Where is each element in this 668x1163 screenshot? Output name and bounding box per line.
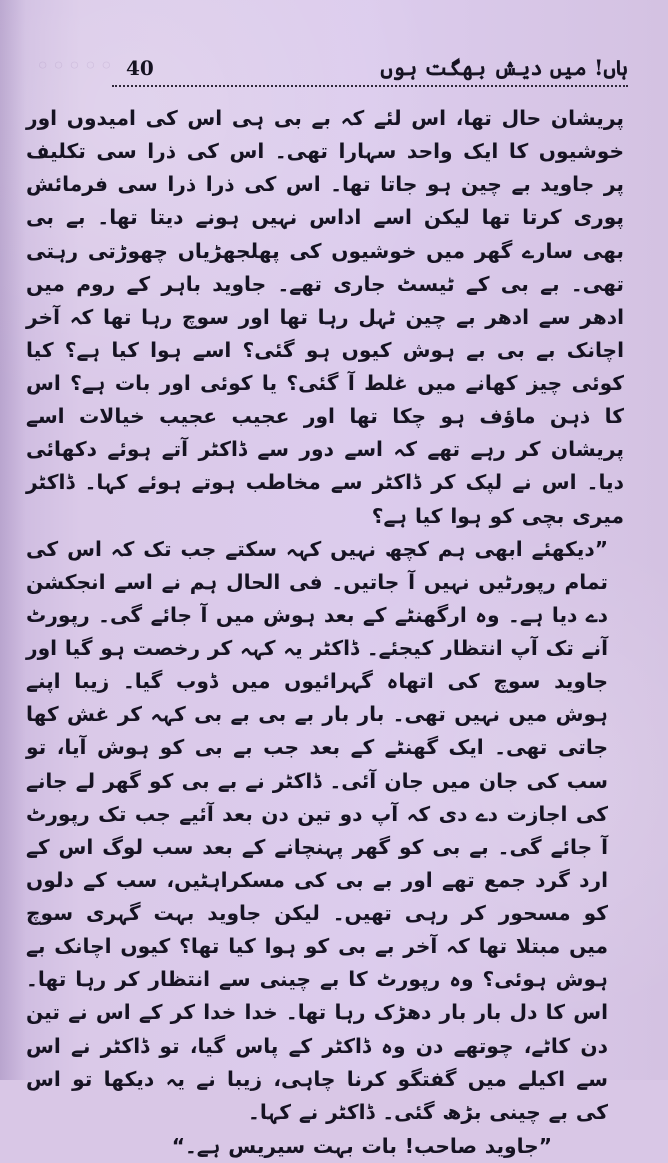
paragraph-two: ”دیکھئے ابھی ہم کچھ نہیں کہہ سکتے جب تک کہ اس کی تمام رپورٹیں نہیں آ جاتیں۔ فی الحال ہم نے اسے انجکشن دے دیا ہے۔ وہ ارگھنٹے کے بعد ہوش میں آ جائے گی۔ رپورٹ آنے تک آپ انتظار کیجئے۔ ڈاکٹر یہ کہہ کر رخصت ہو گیا اور جاوید سوچ کی اتھاہ گہرائیوں میں ڈوب گیا۔ زیبا اپنے ہوش میں نہیں تھی۔ بار بار بے بی بے بی کہہ کر غش کھا جاتی تھی۔ ایک گھنٹے کے بعد جب بے بی کو ہوش آیا، تو سب کی جان میں جان آئی۔ ڈاکٹر نے بے بی کو گھر لے جانے کی اجازت دے دی کہ آپ دو تین دن بعد آئیے جب تک رپورٹ آ جائے گی۔ بے بی کو گھر پہنچانے کے بعد سب لوگ اس کے ارد گرد جمع تھے اور بے بی کی مسکراہٹیں، سب کے دلوں کو مسحور کر رہی تھیں۔ لیکن جاوید بہت گہری سوچ میں مبتلا تھا کہ آخر بے بی کو ہوا کیا تھا؟ کیوں اچانک بے ہوش ہوئی؟ وہ رپورٹ کا بے چینی سے انتظار کر رہا تھا۔ اس کا دل بار بار دھڑک رہا تھا۔ خدا خدا کر کے اس نے تین دن کاٹے، چوتھے دن وہ ڈاکٹر کے پاس گیا، تو ڈاکٹر نے اس سے اکیلے میں گفتگو کرنا چاہی، زیبا نے یہ دیکھا تو اس کی بے چینی بڑھ گئی۔ ڈاکٹر نے کہا۔ [26, 536, 608, 1124]
paragraph-three: ”جاوید صاحب! بات بہت سیریس ہے۔“ [171, 1133, 552, 1158]
paragraph-one: پریشان حال تھا، اس لئے کہ بے بی ہی اس کی امیدوں اور خوشیوں کا ایک واحد سہارا تھی۔ اس کی ذرا سی تکلیف پر جاوید بے چین ہو جاتا تھا۔ اس کی ذرا ذرا سی فرمائش پوری کرتا تھا لیکن اسے اداس نہیں ہونے دیتا تھا۔ بے بی بھی سارے گھر میں خوشیوں کی پھلجھڑیاں چھوڑتی رہتی تھی۔ بے بی کے ٹیسٹ جاری تھے۔ جاوید باہر کے روم میں ادھر سے ادھر بے چین ٹہل رہا تھا اور سوچ رہا تھا کہ آخر اچانک بے بی بے ہوش کیوں ہو گئی؟ اسے ہوا کیا ہے؟ کیا کوئی چیز کھانے میں غلط آ گئی؟ یا کوئی اور بات ہے؟ اس کا ذہن ماؤف ہو چکا تھا اور عجیب عجیب خیالات اسے پریشان کر رہے تھے کہ اسے دور سے ڈاکٹر آتے ہوئے دکھائی دیا۔ اس نے لپک کر ڈاکٹر سے مخاطب ہوتے ہوئے کہا۔ ڈاکٹر میری بچی کو ہوا کیا ہے؟ [26, 106, 624, 528]
book-title: ہاں! میں دیش بھگت ہوں [380, 55, 628, 80]
page-number: 40 [126, 56, 154, 80]
page-header [90, 42, 628, 85]
page-body [22, 102, 630, 1163]
faded-heading-watermark: ◦◦◦◦◦ [35, 52, 115, 80]
header-dotted-rule [112, 85, 628, 95]
